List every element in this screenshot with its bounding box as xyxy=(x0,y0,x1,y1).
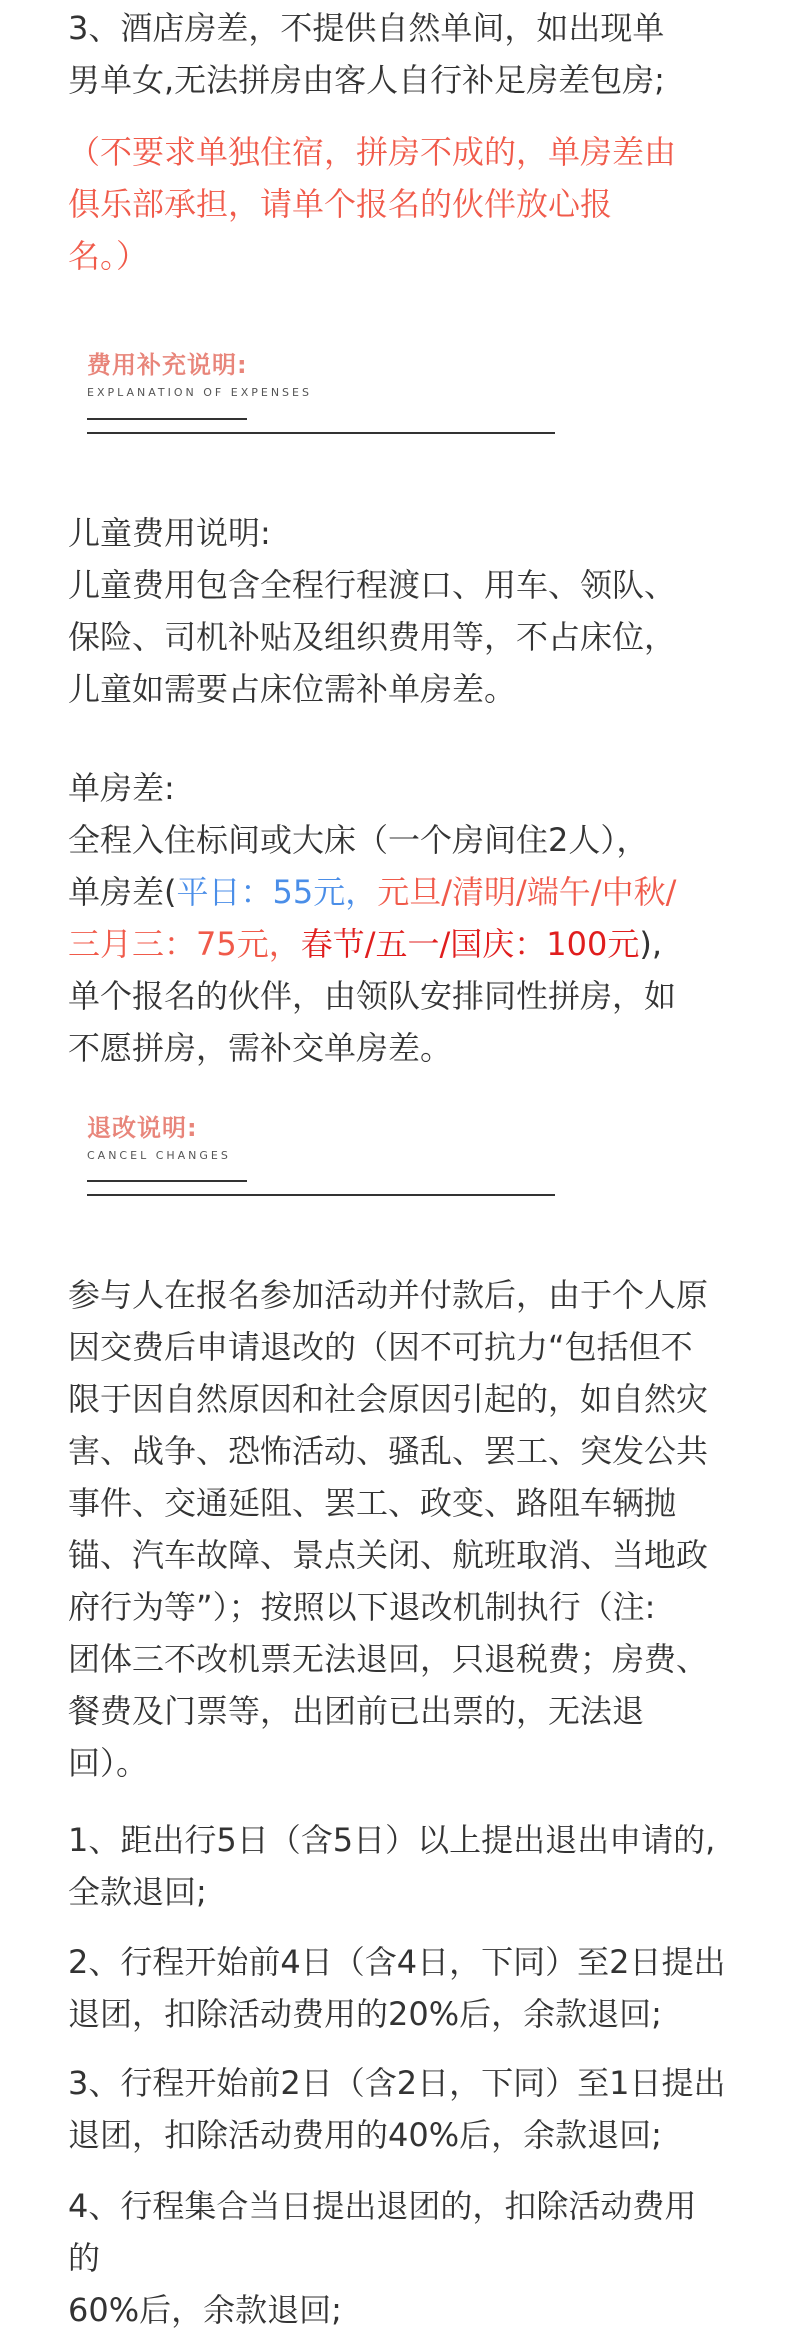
text-line: 儿童费用包含全程行程渡口、用车、领队、 xyxy=(68,566,677,604)
text-line: （不要求单独住宿，拼房不成的，单房差由 xyxy=(68,133,677,171)
text-line: 不愿拼房，需补交单房差。 xyxy=(68,1029,453,1067)
text-line: 退团，扣除活动费用的40%后，余款退回; xyxy=(68,2116,662,2154)
price-prefix: 单房差( xyxy=(68,873,177,911)
text-line: 锚、汽车故障、景点关闭、航班取消、当地政 xyxy=(68,1536,709,1574)
block-heading: 单房差: xyxy=(68,769,175,807)
cancel-policy-intro xyxy=(68,1269,728,1789)
holiday-price-part2: 三月三：75元， xyxy=(68,925,301,963)
text-line: 参与人在报名参加活动并付款后，由于个人原 xyxy=(68,1276,709,1314)
section-subtitle: EXPLANATION OF EXPENSES xyxy=(87,386,312,399)
holiday-price-part1: 元旦/清明/端午/中秋/ xyxy=(377,873,677,911)
weekday-price: 平日：55元， xyxy=(176,873,378,911)
cancel-rule-1 xyxy=(68,1814,728,1918)
text-line: 单个报名的伙伴，由领队安排同性拼房，如 xyxy=(68,977,677,1015)
single-room-guarantee-note xyxy=(68,126,728,282)
section-subtitle: CANCEL CHANGES xyxy=(87,1149,231,1162)
text-line: 事件、交通延阻、罢工、政变、路阻车辆抛 xyxy=(68,1484,677,1522)
section-header-expenses xyxy=(87,350,312,399)
divider-long xyxy=(87,432,555,434)
text-line: 男单女,无法拼房由客人自行补足房差包房; xyxy=(68,61,665,99)
peak-price: 春节/五一/国庆：100元 xyxy=(300,925,640,963)
text-line: 餐费及门票等，出团前已出票的，无法退 xyxy=(68,1692,645,1730)
cancel-rule-3 xyxy=(68,2057,728,2161)
hotel-room-note xyxy=(68,2,728,106)
text-line: 2、行程开始前4日（含4日，下同）至2日提出 xyxy=(68,1943,726,1981)
divider-long xyxy=(87,1194,555,1196)
text-line: 全款退回; xyxy=(68,1873,207,1911)
text-line: 限于因自然原因和社会原因引起的，如自然灾 xyxy=(68,1380,709,1418)
text-line: 全程入住标间或大床（一个房间住2人）， xyxy=(68,821,649,859)
text-line: 1、距出行5日（含5日）以上提出退出申请的, xyxy=(68,1821,716,1859)
text-line: 保险、司机补贴及组织费用等，不占床位， xyxy=(68,618,677,656)
text-line: 3、酒店房差，不提供自然单间，如出现单 xyxy=(68,9,665,47)
text-line: 府行为等”）；按照以下退改机制执行（注: xyxy=(68,1588,656,1626)
price-suffix: ), xyxy=(639,925,663,963)
text-line: 退团，扣除活动费用的20%后，余款退回; xyxy=(68,1995,662,2033)
text-line: 团体三不改机票无法退回，只退税费；房费、 xyxy=(68,1640,709,1678)
divider-short xyxy=(87,418,247,420)
children-fee-block xyxy=(68,507,728,715)
section-header-cancel xyxy=(87,1113,231,1162)
price-line xyxy=(68,918,728,970)
text-line: 名。） xyxy=(68,237,149,275)
single-room-supplement-block xyxy=(68,762,728,1074)
price-line xyxy=(68,866,728,918)
section-title: 费用补充说明: xyxy=(87,351,248,379)
cancel-rule-2 xyxy=(68,1936,728,2040)
text-line: 4、行程集合当日提出退团的，扣除活动费用的 xyxy=(68,2187,697,2277)
block-heading: 儿童费用说明: xyxy=(68,514,271,552)
section-title: 退改说明: xyxy=(87,1114,198,1142)
text-line: 俱乐部承担，请单个报名的伙伴放心报 xyxy=(68,185,613,223)
text-line: 60%后，余款退回; xyxy=(68,2291,342,2329)
text-line: 害、战争、恐怖活动、骚乱、罢工、突发公共 xyxy=(68,1432,709,1470)
text-line: 因交费后申请退改的（因不可抗力“包括但不 xyxy=(68,1328,693,1366)
text-line: 儿童如需要占床位需补单房差。 xyxy=(68,670,517,708)
divider-short xyxy=(87,1180,247,1182)
text-line: 3、行程开始前2日（含2日，下同）至1日提出 xyxy=(68,2064,726,2102)
text-line: 回）。 xyxy=(68,1744,149,1782)
